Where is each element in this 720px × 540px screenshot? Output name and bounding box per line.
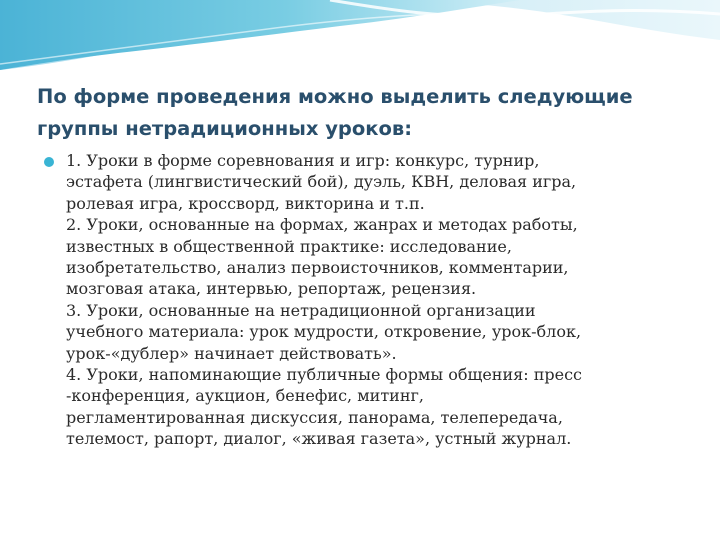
title-line: По форме проведения можно выделить следующие	[37, 85, 633, 108]
wave-front	[0, 0, 520, 70]
bullet-text	[66, 150, 696, 450]
slide-title	[37, 81, 697, 145]
text-line: 2. Уроки, основанные на формах, жанрах и методах работы,	[66, 215, 578, 235]
bullet-dot-icon	[44, 157, 54, 167]
title-line: группы нетрадиционных уроков:	[37, 117, 413, 140]
text-line: известных в общественной практике: исследование,	[66, 236, 512, 256]
text-line: эстафета (лингвистический бой), дуэль, КВН, деловая игра,	[66, 172, 577, 192]
text-line: 1. Уроки в форме соревнования и игр: конкурс, турнир,	[66, 151, 540, 170]
text-line: учебного материала: урок мудрости, откровение, урок-блок,	[66, 322, 582, 342]
text-line: ролевая игра, кроссворд, викторина и т.п.	[66, 193, 425, 213]
text-line: изобретательство, анализ первоисточников, комментарии,	[66, 258, 569, 278]
text-line: 3. Уроки, основанные на нетрадиционной организации	[66, 300, 536, 320]
text-line: урок-«дублер» начинает действовать».	[66, 343, 397, 363]
text-line: регламентированная дискуссия, панорама, телепередача,	[66, 407, 563, 427]
text-line: 4. Уроки, напоминающие публичные формы общения: пресс	[66, 365, 582, 385]
decorative-wave-header	[0, 0, 720, 80]
text-line: телемост, рапорт, диалог, «живая газета», устный журнал.	[66, 429, 572, 449]
text-line: мозговая атака, интервью, репортаж, рецензия.	[66, 279, 477, 299]
text-line: -конференция, аукцион, бенефис, митинг,	[66, 386, 424, 406]
